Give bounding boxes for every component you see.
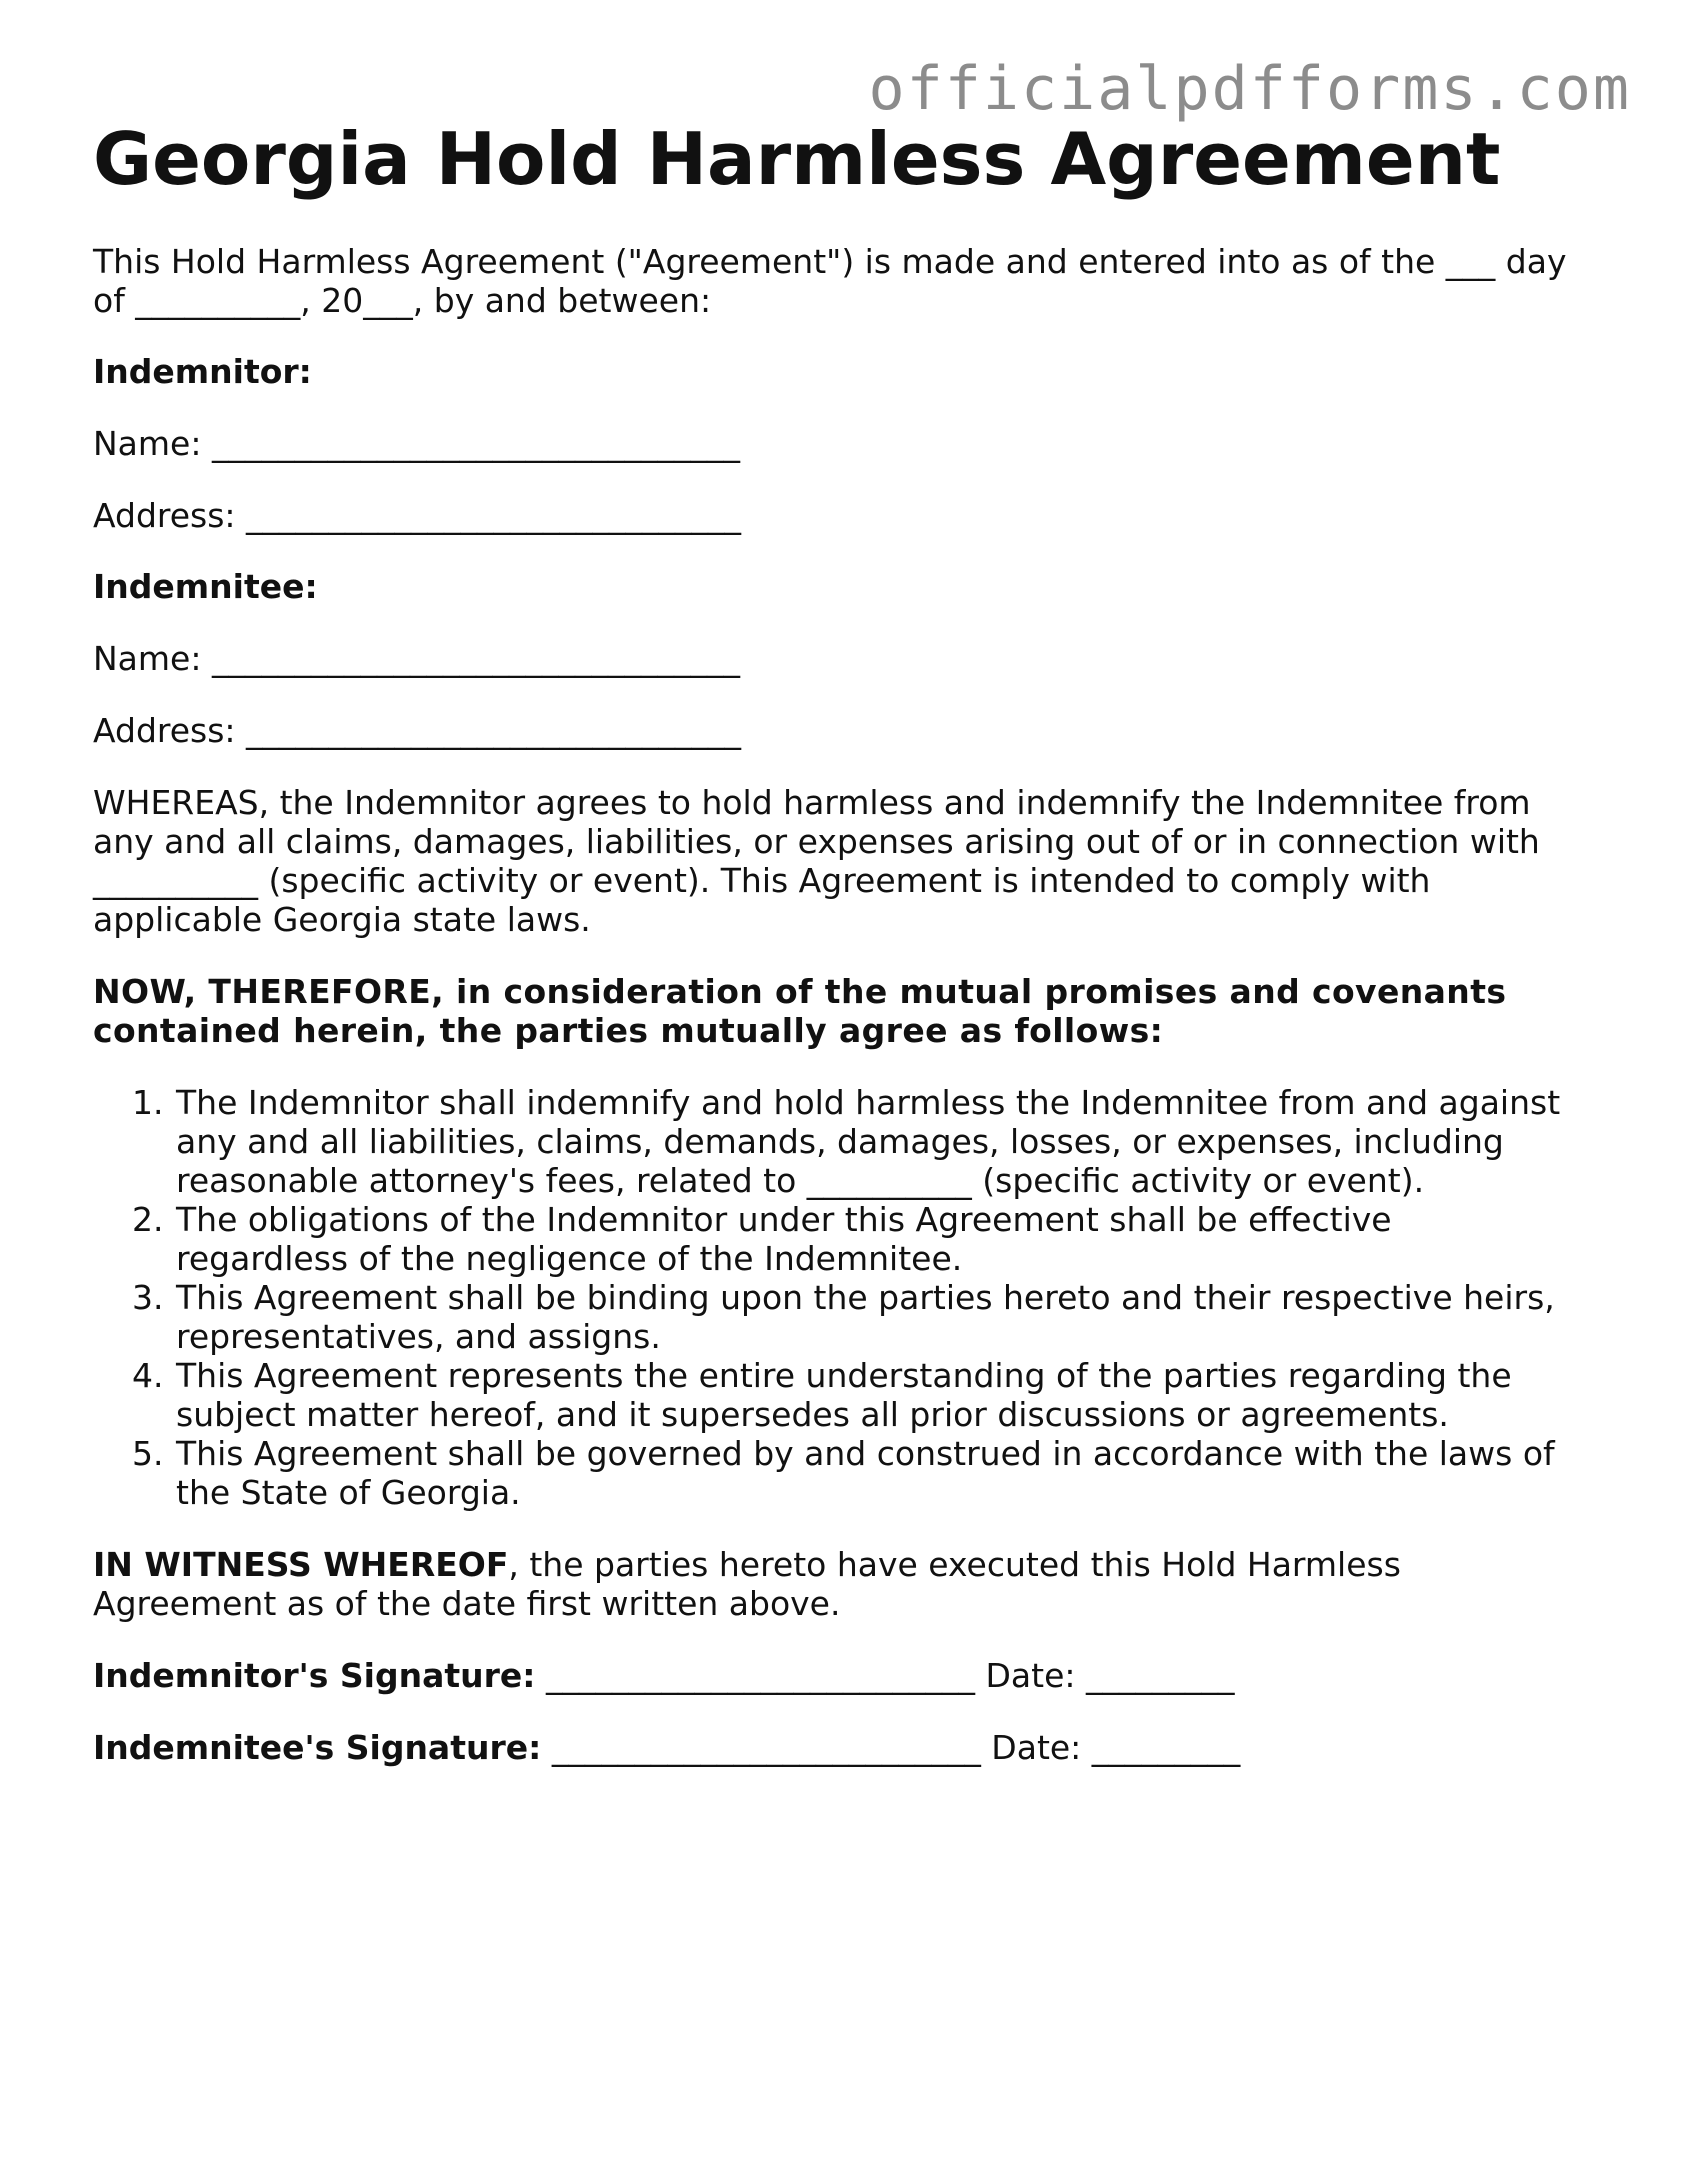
terms-item-2: 2. The obligations of the Indemnitor under this Agreement shall be effective regardless of the negligence of the Indemnitee. <box>174 1200 1573 1278</box>
indemnitor-heading: Indemnitor: <box>93 352 312 391</box>
indemnitee-signature-line <box>93 1728 1573 1767</box>
witness-paragraph <box>93 1545 1573 1623</box>
indemnitor-signature-label: Indemnitor's Signature: <box>93 1656 536 1695</box>
indemnitee-signature-label: Indemnitee's Signature: <box>93 1728 542 1767</box>
witness-rest: , the parties hereto have executed this Hold Harmless Agreement as of the date first written above. <box>93 1545 1401 1623</box>
document-body <box>93 242 1573 1767</box>
indemnitee-heading: Indemnitee: <box>93 567 318 606</box>
intro-paragraph: This Hold Harmless Agreement ("Agreement") is made and entered into as of the ___ day of __________, 20___, by and between: <box>93 242 1567 320</box>
watermark-text: officialpdfforms.com <box>868 54 1631 124</box>
indemnitor-name-line: Name: ________________________________ <box>93 424 740 463</box>
witness-lead: IN WITNESS WHEREOF <box>93 1545 509 1584</box>
indemnitor-address-line: Address: ______________________________ <box>93 496 742 535</box>
indemnitee-signature-blanks: __________________________ Date: _________ <box>541 1728 1241 1767</box>
document-title: Georgia Hold Harmless Agreement <box>93 117 1501 201</box>
terms-item-4: 4. This Agreement represents the entire understanding of the parties regarding the subject matter hereof, and it supersedes all prior discussions or agreements. <box>174 1356 1573 1434</box>
whereas-paragraph: WHEREAS, the Indemnitor agrees to hold harmless and indemnify the Indemnitee from any and all claims, damages, liabilities, or expenses arising out of or in connection with __________ (specific activity or event). This Agreement is intended to comply with applicable Georgia state laws. <box>93 783 1540 939</box>
indemnitor-signature-line <box>93 1656 1573 1695</box>
terms-item-3: 3. This Agreement shall be binding upon the parties hereto and their respective heirs, representatives, and assigns. <box>174 1278 1573 1356</box>
terms-item-5: 5. This Agreement shall be governed by and construed in accordance with the laws of the State of Georgia. <box>174 1434 1573 1512</box>
indemnitee-address-line: Address: ______________________________ <box>93 711 742 750</box>
indemnitee-name-line: Name: ________________________________ <box>93 639 740 678</box>
document-page <box>93 116 1573 1767</box>
indemnitor-signature-blanks: __________________________ Date: _________ <box>535 1656 1235 1695</box>
terms-list <box>93 1083 1573 1512</box>
now-therefore-paragraph: NOW, THEREFORE, in consideration of the mutual promises and covenants contained herein, the parties mutually agree as follows: <box>93 972 1507 1050</box>
terms-item-1: 1. The Indemnitor shall indemnify and hold harmless the Indemnitee from and against any and all liabilities, claims, demands, damages, losses, or expenses, including reasonable attorney's fees, related to __________ (specific activity or event). <box>174 1083 1573 1200</box>
